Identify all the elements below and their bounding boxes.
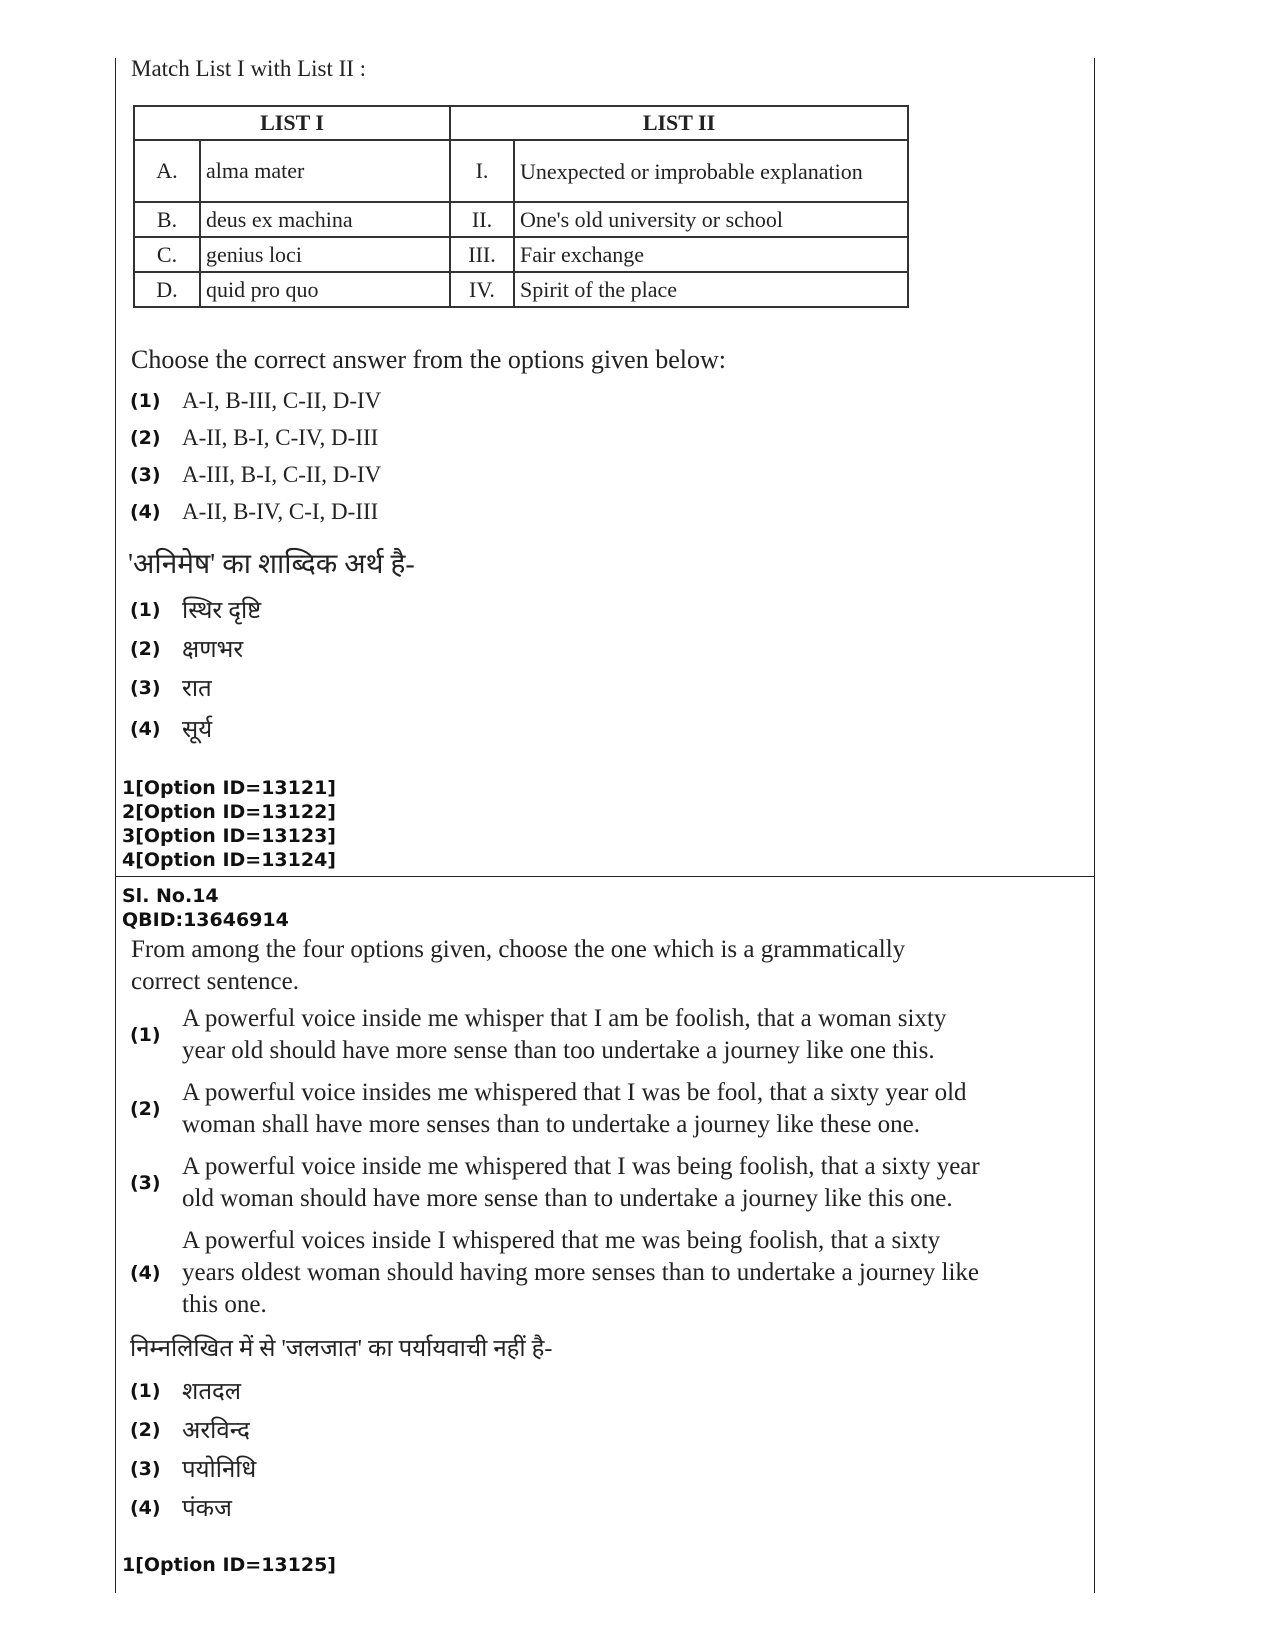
list1-term: genius loci — [200, 237, 450, 272]
option-text — [182, 1077, 967, 1141]
option-text: A-II, B-I, C-IV, D-III — [182, 425, 379, 450]
option-4 — [130, 499, 378, 525]
option-number: (1) — [130, 390, 161, 412]
option-2 — [130, 425, 378, 451]
option-text: अरविन्द — [182, 1418, 250, 1444]
list2-numeral: III. — [450, 237, 514, 272]
list1-letter: D. — [134, 272, 200, 307]
option-id: 1[Option ID=13125] — [122, 1554, 336, 1576]
hindi-option-3 — [130, 671, 212, 704]
option-number: (4) — [130, 501, 161, 523]
option-number: (3) — [130, 1457, 161, 1480]
option-text: A-III, B-I, C-II, D-IV — [182, 462, 382, 487]
hindi-question: निम्नलिखित में से 'जलजात' का पर्यायवाची नहीं है- — [130, 1336, 553, 1362]
option-id: 1[Option ID=13121] — [122, 777, 336, 799]
list2-meaning: Fair exchange — [514, 237, 908, 272]
option-text: पंकज — [182, 1496, 232, 1522]
list1-letter: B. — [134, 202, 200, 237]
option-text — [182, 1151, 980, 1215]
list2-numeral: I. — [450, 140, 514, 202]
hindi-option-4 — [130, 1491, 232, 1524]
hindi-option-1 — [130, 1374, 241, 1407]
list1-letter: A. — [134, 140, 200, 202]
option-number: (3) — [130, 676, 161, 699]
serial-number: Sl. No.14 — [122, 885, 219, 907]
option-line: A powerful voices inside I whispered that me was being foolish, that a sixty — [182, 1227, 941, 1254]
match-table — [133, 105, 909, 308]
hindi-option-1 — [130, 593, 261, 626]
option-text: रात — [182, 676, 212, 702]
hindi-option-3 — [130, 1452, 256, 1485]
qbid: QBID:13646914 — [122, 909, 289, 931]
option-line: old woman should have more sense than to undertake a journey like this one. — [182, 1185, 953, 1212]
list1-term: deus ex machina — [200, 202, 450, 237]
option-number: (2) — [130, 427, 161, 449]
hindi-option-2 — [130, 632, 243, 665]
option-id-list — [122, 776, 336, 872]
hindi-option-4 — [130, 712, 212, 745]
option-text: A-II, B-IV, C-I, D-III — [182, 499, 379, 524]
option-text: शतदल — [182, 1379, 242, 1405]
option-text: पयोनिधि — [182, 1457, 257, 1483]
option-number: (3) — [130, 464, 161, 486]
option-number: (1) — [130, 1379, 161, 1402]
option-text: सूर्य — [182, 717, 213, 743]
option-number: (1) — [130, 1024, 161, 1046]
list2-header: LIST II — [450, 106, 908, 140]
option-3 — [130, 1151, 1090, 1215]
table-row — [134, 272, 908, 307]
question-stem — [131, 934, 905, 998]
table-row — [134, 237, 908, 272]
option-line: years oldest woman should having more senses than to undertake a journey like — [182, 1259, 980, 1286]
hindi-question: 'अनिमेष' का शाब्दिक अर्थ है- — [128, 549, 415, 580]
choose-instruction: Choose the correct answer from the options given below: — [131, 345, 726, 374]
option-number: (4) — [130, 1262, 161, 1284]
option-number: (1) — [130, 598, 161, 621]
option-text — [182, 1003, 946, 1067]
stem-line: correct sentence. — [131, 968, 299, 995]
option-line: woman shall have more senses than to undertake a journey like these one. — [182, 1111, 920, 1138]
option-text: A-I, B-III, C-II, D-IV — [182, 388, 382, 413]
list2-meaning: Spirit of the place — [514, 272, 908, 307]
option-number: (2) — [130, 1098, 161, 1120]
option-line: year old should have more sense than too undertake a journey like one this. — [182, 1037, 935, 1064]
list2-meaning: Unexpected or improbable explanation — [514, 140, 908, 202]
list2-numeral: II. — [450, 202, 514, 237]
option-number: (3) — [130, 1172, 161, 1194]
option-line: this one. — [182, 1291, 267, 1318]
question-separator — [115, 876, 1094, 877]
option-text: स्थिर दृष्टि — [182, 598, 262, 624]
option-4 — [130, 1225, 1090, 1321]
list1-header: LIST I — [134, 106, 450, 140]
table-header-row — [134, 106, 908, 140]
option-id: 4[Option ID=13124] — [122, 849, 336, 871]
match-intro: Match List I with List II : — [131, 56, 367, 81]
list1-term: alma mater — [200, 140, 450, 202]
option-text: क्षणभर — [182, 637, 244, 663]
question-meta — [122, 884, 289, 932]
hindi-option-2 — [130, 1413, 250, 1446]
list2-numeral: IV. — [450, 272, 514, 307]
option-id: 3[Option ID=13123] — [122, 825, 336, 847]
table-row — [134, 140, 908, 202]
option-text — [182, 1225, 979, 1321]
list1-term: quid pro quo — [200, 272, 450, 307]
option-id: 2[Option ID=13122] — [122, 801, 336, 823]
option-line: A powerful voice inside me whispered that I was being foolish, that a sixty year — [182, 1153, 980, 1180]
option-number: (4) — [130, 717, 161, 740]
option-1 — [130, 1003, 1090, 1067]
option-line: A powerful voice inside me whisper that I am be foolish, that a woman sixty — [182, 1005, 947, 1032]
option-line: A powerful voice insides me whispered that I was be fool, that a sixty year old — [182, 1079, 967, 1106]
list2-meaning: One's old university or school — [514, 202, 908, 237]
option-3 — [130, 462, 381, 488]
option-number: (4) — [130, 1496, 161, 1519]
option-2 — [130, 1077, 1090, 1141]
list1-letter: C. — [134, 237, 200, 272]
option-1 — [130, 388, 381, 414]
option-number: (2) — [130, 1418, 161, 1441]
stem-line: From among the four options given, choose the one which is a grammatically — [131, 936, 906, 963]
option-number: (2) — [130, 637, 161, 660]
table-row — [134, 202, 908, 237]
